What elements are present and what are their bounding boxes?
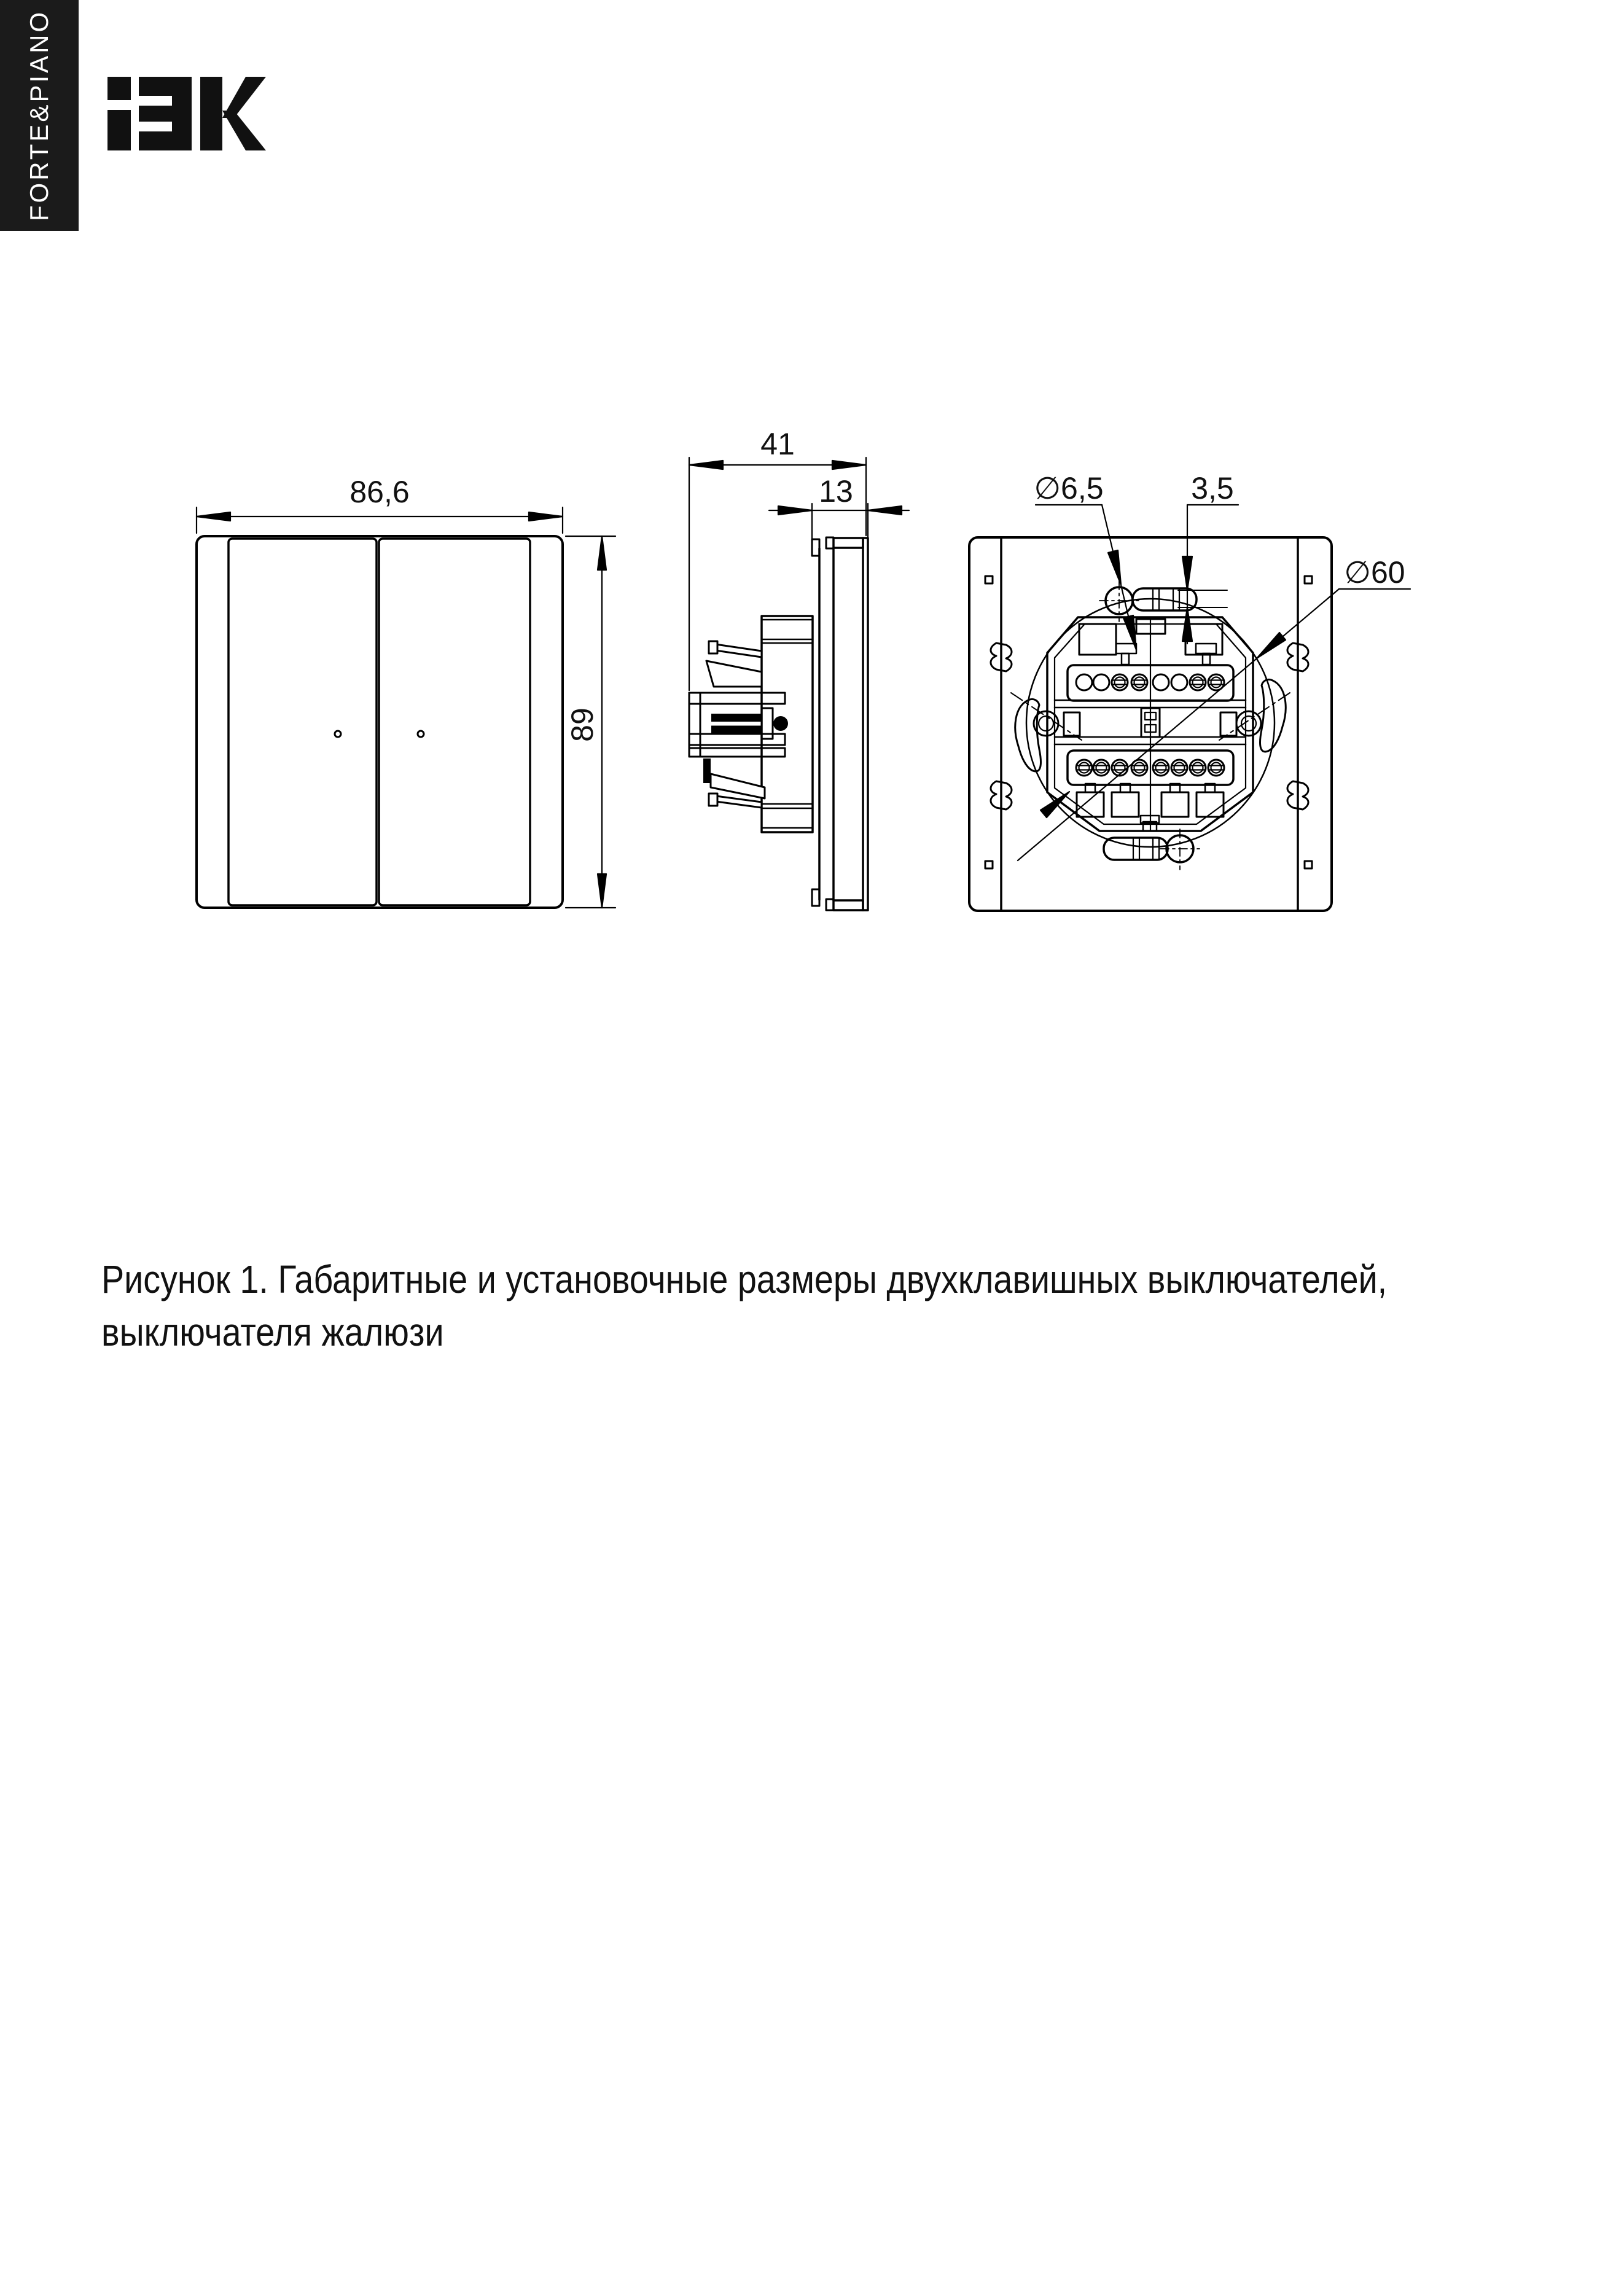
front-width-dimension: [197, 507, 563, 533]
dimension-label-front-width: 86,6: [349, 475, 410, 509]
figure-caption-line1: Рисунок 1. Габаритные и установочные размеры двухклавишных выключателей,: [101, 1257, 1388, 1301]
dimension-label-front-height: 89: [565, 708, 599, 742]
mounting-diameter-dimension: [1018, 589, 1410, 860]
dimension-label-plate-depth: 13: [819, 474, 853, 509]
figure-caption: [101, 1253, 1387, 1359]
dimension-label-slot-width: 3,5: [1191, 471, 1234, 505]
iek-logo-icon: [107, 77, 266, 150]
bottom-mounting-screw: [1104, 829, 1200, 870]
dimension-label-screw-hole: ∅6,5: [1034, 471, 1104, 505]
front-view-drawing: [197, 507, 615, 908]
dimension-label-side-depth: 41: [760, 427, 795, 461]
screw-hole-leader: [1036, 505, 1136, 650]
figure-caption-line2: выключателя жалюзи: [101, 1310, 444, 1354]
series-label: FORTE&PIANO: [25, 9, 53, 222]
side-view-drawing: [689, 458, 909, 910]
top-mounting-screw: [1099, 581, 1197, 622]
slot-width-dimension: [1178, 505, 1238, 644]
dimension-label-mounting-diameter: ∅60: [1344, 555, 1405, 590]
side-claw-assembly: [689, 641, 788, 808]
